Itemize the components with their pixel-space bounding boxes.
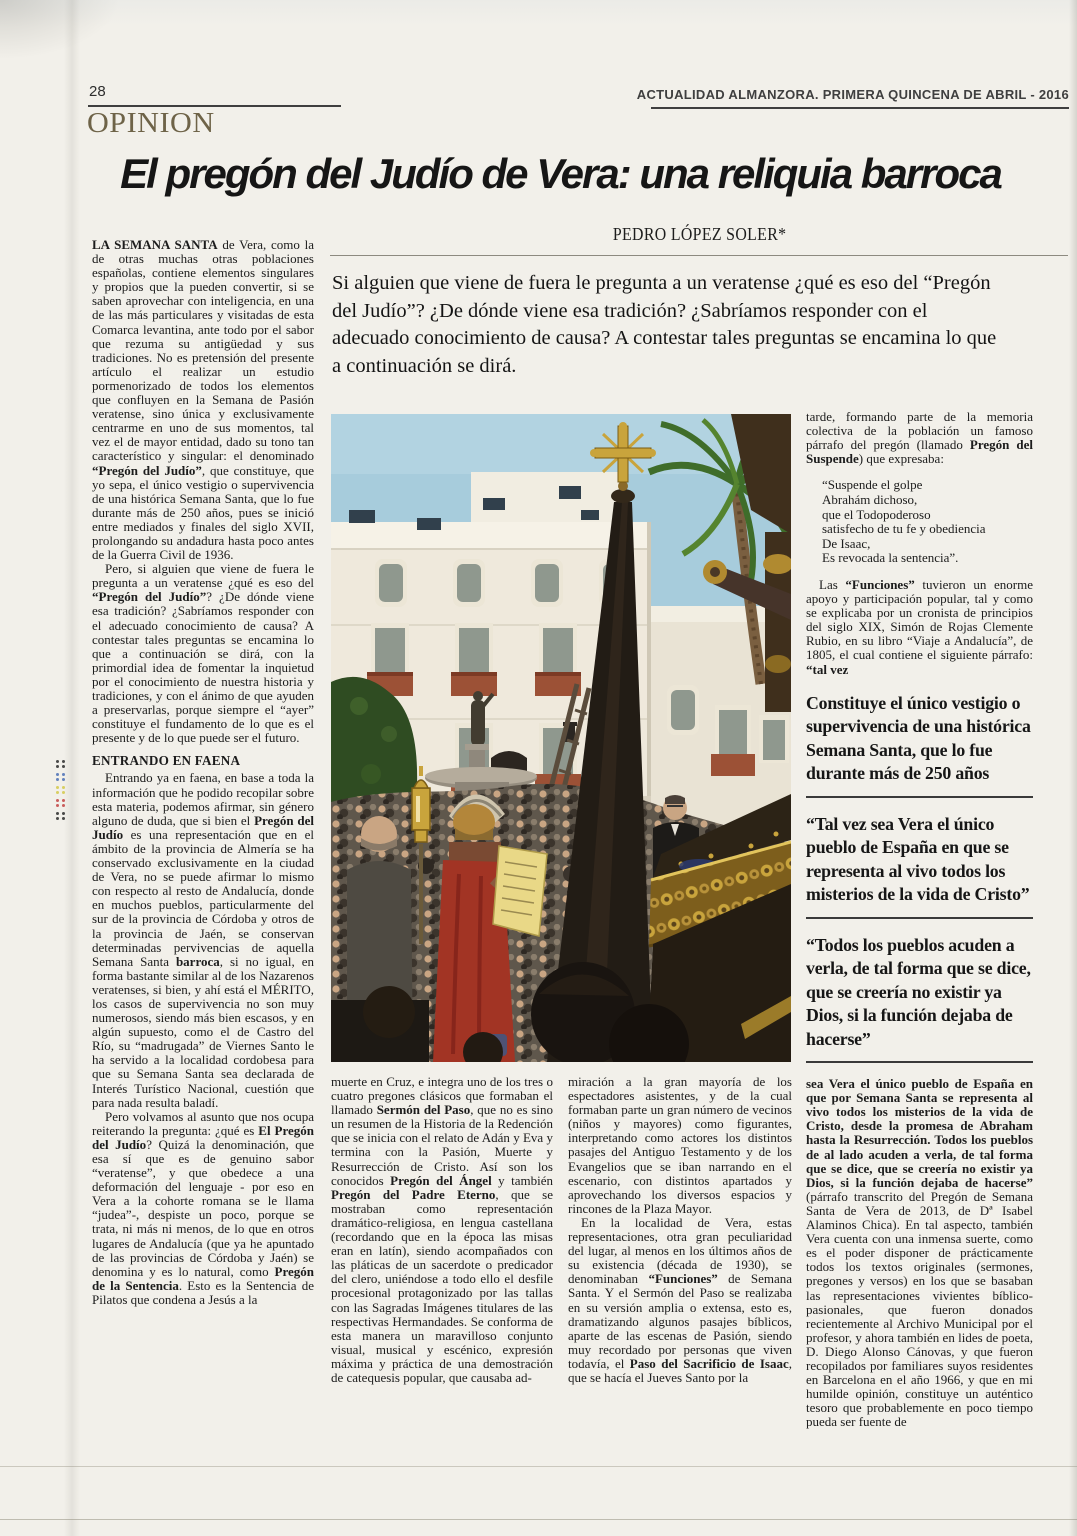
middle-left-paragraphs bbox=[331, 1075, 553, 1385]
middle-right-paragraphs bbox=[568, 1075, 792, 1385]
scan-line bbox=[0, 1519, 1077, 1520]
registration-marks bbox=[56, 760, 65, 825]
scan-line bbox=[0, 1466, 1077, 1467]
article-headline: El pregón del Judío de Vera: una reliquia barroca bbox=[120, 150, 1001, 197]
pull-quote-2: “Tal vez sea Vera el único pueblo de España en que se representa al vivo todos los misterios de la vida de Cristo” bbox=[806, 813, 1033, 919]
scan-edge-shadow bbox=[1069, 0, 1077, 1536]
article-lead: Si alguien que viene de fuera le pregunta a un veratense ¿qué es eso del “Pregón del Judío”? ¿De dónde viene esa tradición? ¿Sabríamos responder con el adecuado conocimiento de causa? A contestar tales preguntas se encamina lo que a continuación se dirá. bbox=[332, 272, 997, 377]
byline-text: PEDRO LÓPEZ SOLER* bbox=[613, 224, 787, 244]
paragraph: En la localidad de Vera, estas representaciones, otra gran peculiaridad del lugar, al menos en los últimos años de su existencia (década de 1930), se denominaban “Funciones” de Semana Santa. Y el Sermón del Paso se realizaba en su versión amplia o extensa, esto es, dramatizando algunos pasajes bíblicos, aparte de las escenas de Pasión, siendo muy recordado por personas que viven todavía, el Paso del Sacrificio de Isaac, que se hacía el Jueves Santo por la bbox=[568, 1214, 792, 1385]
verse-line: De Isaac, bbox=[822, 535, 871, 551]
column-left bbox=[92, 238, 314, 1432]
registration-mark bbox=[56, 812, 65, 820]
paragraph: miración a la gran mayoría de los espectadores asistentes, y de la cual formaban parte un gran número de vecinos (niños y mayores) como figurantes, interpretando como actores los distintos pasajes del Antiguo Testamento y de los Evangelios que se iban narrando en el escenario, con distintos apartados y aprovechando los diversos espacios y rincones de la Plaza Mayor. bbox=[568, 1075, 792, 1216]
article-photo bbox=[331, 414, 791, 1062]
pregon-verse bbox=[822, 478, 1033, 566]
registration-mark bbox=[56, 786, 65, 794]
pull-quote-1: Constituye el único vestigio o supervivencia de una histórica Semana Santa, que lo fue durante más de 250 años bbox=[806, 692, 1033, 798]
paragraph: sea Vera el único pueblo de España en que por Semana Santa se representa al vivo todos los misterios de la vida de Cristo, desde la promesa de Abraham hasta la Resurrección. Todos los pueblos de al lado acuden a verla, de tal forma que se dice, que se creería no existir ya Dios, si la función dejaba de hacerse” (párrafo transcrito del Pregón de Semana Santa de Vera de 2013, de Dª Isabel Alaminos Chica). En tal aspecto, también Vera cuenta con una inmensa suerte, como es el poder disponer de prácticamente todos los textos originales (sermones, pregones y versos) en los que se basaban las representaciones vivientes bíblico-pasionales, que fueron donados recientemente al Archivo Municipal por el profesor, y ahora también en lides de poeta, D. Diego Alonso Cánovas, y que fueron recopilados por familiares suyos residentes en Barcelona en el año 1966, y que en mi humilde opinión, constituye un auténtico tesoro que probablemente en poco tiempo pueda ser fuente de bbox=[806, 1076, 1033, 1430]
window-row-middle bbox=[367, 623, 581, 696]
left-paragraphs-after bbox=[92, 771, 314, 1307]
paragraph: Las “Funciones” tuvieron un enorme apoyo y participación popular, tal y como se explicaba por un cronista de principios del siglo XIX, Simón de Rojas Clemente Rubio, en su libro “Viaje a Andalucía”, de 1805, el cual contiene el siguiente párrafo: “tal vez bbox=[806, 576, 1033, 677]
verse-line: que el Todopoderoso bbox=[822, 506, 931, 522]
article-byline bbox=[330, 224, 1070, 245]
paragraph: Pero volvamos al asunto que nos ocupa reiterando la pregunta: ¿qué es El Pregón del Judío? Quizá la denominación, que esa sí que es de genuino sabor “veratense”, y que obedece a una deformación del lenguaje - por eso en Vera a la cohorte romana se le llama “judea”-, despiste un poco, porque se trata, ni más ni menos, de lo que en otros lugares de Andalucía (que ya he apuntado de las provincias de Córdoba y Jaén) se denomina y es lo natural, como Pregón de la Sentencia. Esto es la Sentencia de Pilatos que condena a Jesús a la bbox=[92, 1108, 314, 1307]
registration-mark bbox=[56, 773, 65, 781]
verse-line: “Suspende el golpe bbox=[822, 477, 923, 493]
scan-corner-shadow bbox=[0, 0, 120, 60]
parchment-scroll bbox=[493, 846, 547, 936]
paragraph: muerte en Cruz, e integra uno de los tres o cuatro pregones clásicos que formaban el llamado Sermón del Paso, que no es sino un resumen de la Historia de la Redención que se inicia con el relato de Adán y Eva y termina con la Pasión, Muerte y Resurrección de Cristo. Así son los conocidos Pregón del Ángel y también Pregón del Padre Eterno, que se mostraban como representación dramático-religiosa, en lengua castellana (recordando que en la época las misas eran en latín), siendo acompañados con las pláticas de un sacerdote o predicador del clero, uniéndose a todo ello el desfile procesional protagonizado por las tallas con las Sagradas Imágenes titulares de las respectivas Hermandades. Se conforma de esta manera un maravilloso conjunto visual, musical y escénico, expresión máxima y práctica de una demostración de catequesis popular, que causaba ad- bbox=[331, 1075, 553, 1385]
subhead-entrando-en-faena: ENTRANDO EN FAENA bbox=[92, 753, 241, 769]
edition-header: ACTUALIDAD ALMANZORA. PRIMERA QUINCENA DE ABRIL - 2016 bbox=[636, 87, 1069, 102]
paragraph: Entrando ya en faena, en base a toda la información que he podido recopilar sobre esta materia, podemos afirmar, sin género alguno de duda, que si bien el Pregón del Judío es una representación que en el ámbito de la provincia de Almería se ha conservado exclusivamente en la ciudad de Vera, no se puede afirmar lo mismo con respecto al resto de Andalucía, donde en muchos pueblos, particularmente del sur de la provincia de Córdoba y otros de la provincia de Jaén, se conservan determinadas pervivencias de aquella Semana Santa barroca, si no igual, en forma bastante similar al de los Nazarenos veratenses, si bien, y ahí está el MÉRITO, los casos de supervivencia no son muy numerosos, siendo más bien escasos, y en algún supuesto, como el de Castro del Río, su “madrugada” de Viernes Santo le ha servido a la localidad cordobesa para que su Semana Santa sea declarada de Interés Turístico Nacional, cuestión que para nada resulta baladí. bbox=[92, 770, 314, 1110]
page-number: 28 bbox=[89, 83, 106, 100]
header-rule-right bbox=[651, 107, 1069, 109]
verse-line: Abrahám dichoso, bbox=[822, 491, 918, 507]
registration-mark bbox=[56, 760, 65, 768]
column-middle-right bbox=[568, 1075, 792, 1431]
column-right bbox=[806, 410, 1033, 1434]
verse-line: Es revocada la sentencia”. bbox=[822, 550, 959, 566]
scan-crease bbox=[64, 0, 80, 1536]
paragraph: tarde, formando parte de la memoria colectiva de la población un famoso párrafo del pregón (llamado Pregón del Suspende) que expresaba: bbox=[806, 410, 1033, 467]
paragraph: LA SEMANA SANTA de Vera, como la de otras muchas otras poblaciones españolas, contiene elementos singulares y propios que la pueden convertir, si se saben aprovechar con inteligencia, en una de las más particulares y visitadas de esta Comarca levantina, ante todo por el sabor que rezuma su antigüedad y sus tradiciones. No es pretensión del presente artículo el realizar un estudio pormenorizado de todos los elementos que confluyen en la Semana de Pasión veratense, sino única y exclusivamente centrarme en uno de sus momentos, tal vez el de mayor entidad, dado su tono tan característico y singular: el denominado “Pregón del Judío”, que constituye, que yo sepa, el único vestigio o supervivencia de una histórica Semana Santa, que lo fue durante más de 250 años, pues se inició entre mediados y finales del siglo XVII, prolongando su andadura hasta poco antes de la Guerra Civil de 1936. bbox=[92, 238, 314, 563]
after-verse bbox=[806, 578, 1033, 677]
section-label: OPINION bbox=[87, 107, 215, 139]
registration-mark bbox=[56, 799, 65, 807]
column-middle-left bbox=[331, 1075, 553, 1431]
pull-quote-3: “Todos los pueblos acuden a verla, de tal forma que se dice, que se creería no existir ya Dios, si la función dejaba de hacerse” bbox=[806, 934, 1033, 1064]
left-paragraphs bbox=[92, 238, 314, 745]
paragraph: Pero, si alguien que viene de fuera le pregunta a un veratense ¿qué es eso del “Pregón del Judío”? ¿De dónde viene esa tradición? ¿Sabríamos responder con el adecuado conocimiento de causa? A contestar tales preguntas se encamina lo que a continuación se dirá, con la primordial idea de fomentar la inquietud por el conocimiento de nuestra historia y tradiciones, y con el ánimo de que ayuden a preservarlas, porque siempre el “ayer” constituye el fundamento de lo que es el presente y de lo que puede ser el futuro. bbox=[92, 561, 314, 746]
byline-rule bbox=[330, 255, 1068, 256]
verse-line: satisfecho de tu fe y obediencia bbox=[822, 521, 986, 537]
